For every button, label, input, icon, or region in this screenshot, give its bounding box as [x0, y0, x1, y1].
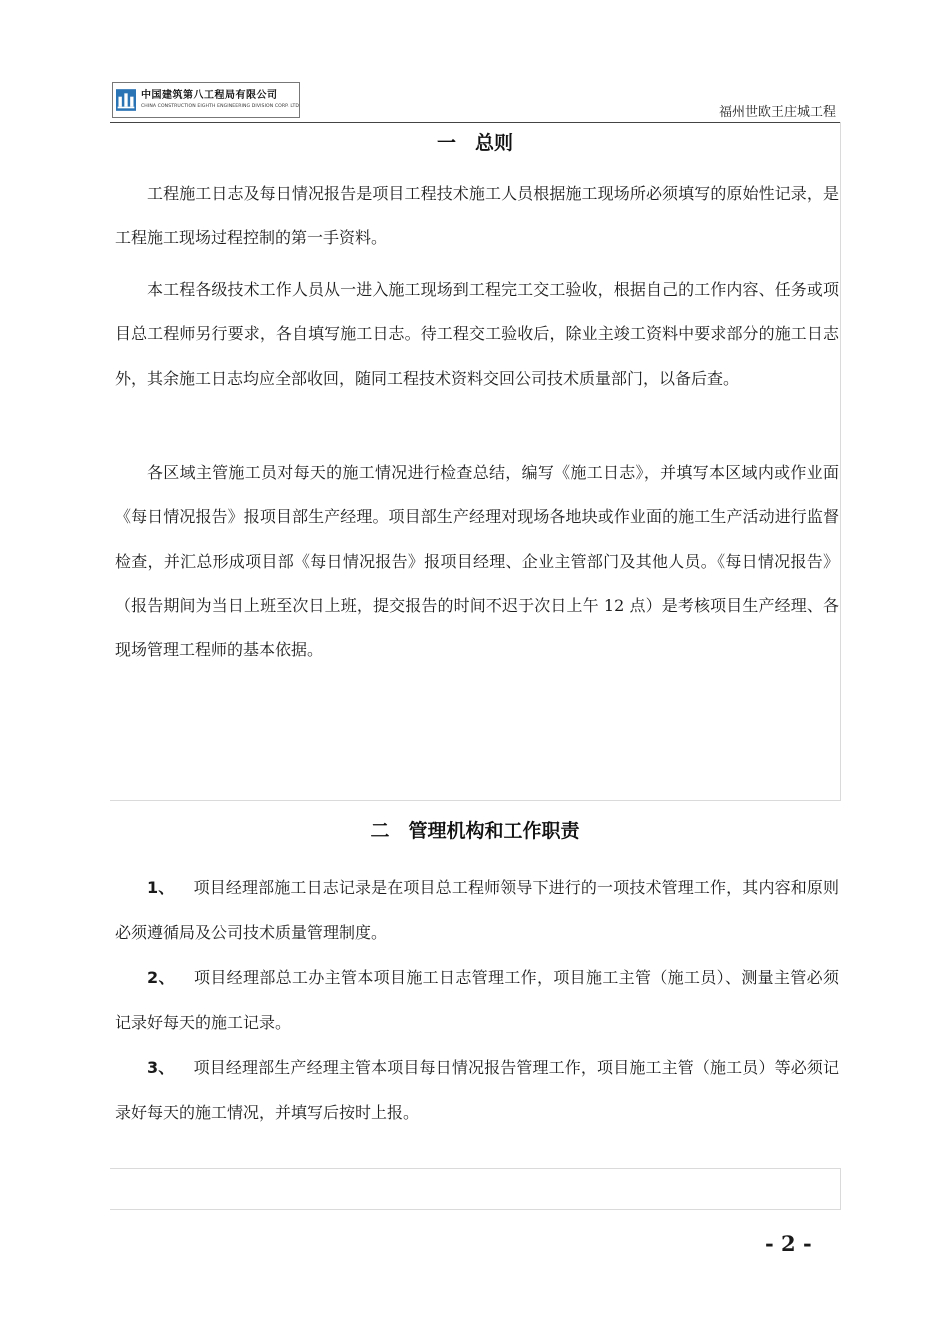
duty-item-number: 1、	[147, 878, 175, 897]
duty-item-number: 2、	[147, 968, 175, 987]
section-1-paragraph: 本工程各级技术工作人员从一进入施工现场到工程完工交工验收，根据自己的工作内容、任务或项目总工程师另行要求，各自填写施工日志。待工程交工验收后，除业主竣工资料中要求部分的施工日志外，其余施工日志均应全部收回，随同工程技术资料交回公司技术质量部门，以备后查。	[115, 280, 839, 388]
page-number: - 2 -	[765, 1231, 812, 1256]
duty-item-text: 项目经理部施工日志记录是在项目总工程师领导下进行的一项技术管理工作，其内容和原则必须遵循局及公司技术质量管理制度。	[115, 878, 839, 942]
company-logo	[112, 82, 300, 118]
duty-item	[115, 865, 839, 955]
section-2-title: 二 管理机构和工作职责	[370, 820, 580, 842]
company-logo-icon	[116, 87, 136, 113]
company-name-cn: 中国建筑第八工程局有限公司	[141, 89, 278, 101]
duty-item-text: 项目经理部生产经理主管本项目每日情况报告管理工作，项目施工主管（施工员）等必须记录好每天的施工情况，并填写后按时上报。	[115, 1058, 839, 1122]
section-frame-bottom	[110, 1168, 841, 1210]
company-name-en: CHINA CONSTRUCTION EIGHTH ENGINEERING DIVISION CORP. LTD	[141, 103, 299, 109]
duty-item-text: 项目经理部总工办主管本项目施工日志管理工作，项目施工主管（施工员）、测量主管必须记录好每天的施工记录。	[115, 968, 839, 1032]
section-1-paragraph: 工程施工日志及每日情况报告是项目工程技术施工人员根据施工现场所必须填写的原始性记录，是工程施工现场过程控制的第一手资料。	[115, 184, 839, 248]
section-1-paragraph: 各区域主管施工员对每天的施工情况进行检查总结，编写《施工日志》，并填写本区域内或作业面《每日情况报告》报项目部生产经理。项目部生产经理对现场各地块或作业面的施工生产活动进行监督检查，并汇总形成项目部《每日情况报告》报项目经理、企业主管部门及其他人员。《每日情况报告》（报告期间为当日上班至次日上班，提交报告的时间不迟于次日上午 12 点）是考核项目生产经理、各现场管理工程师的基本依据。	[115, 463, 839, 660]
project-name: 福州世欧王庄城工程	[718, 105, 836, 120]
page-header	[110, 80, 840, 123]
duty-item-number: 3、	[147, 1058, 175, 1077]
duty-item	[115, 1045, 839, 1135]
duty-item	[115, 955, 839, 1045]
section-1-title: 一 总则	[436, 132, 513, 154]
